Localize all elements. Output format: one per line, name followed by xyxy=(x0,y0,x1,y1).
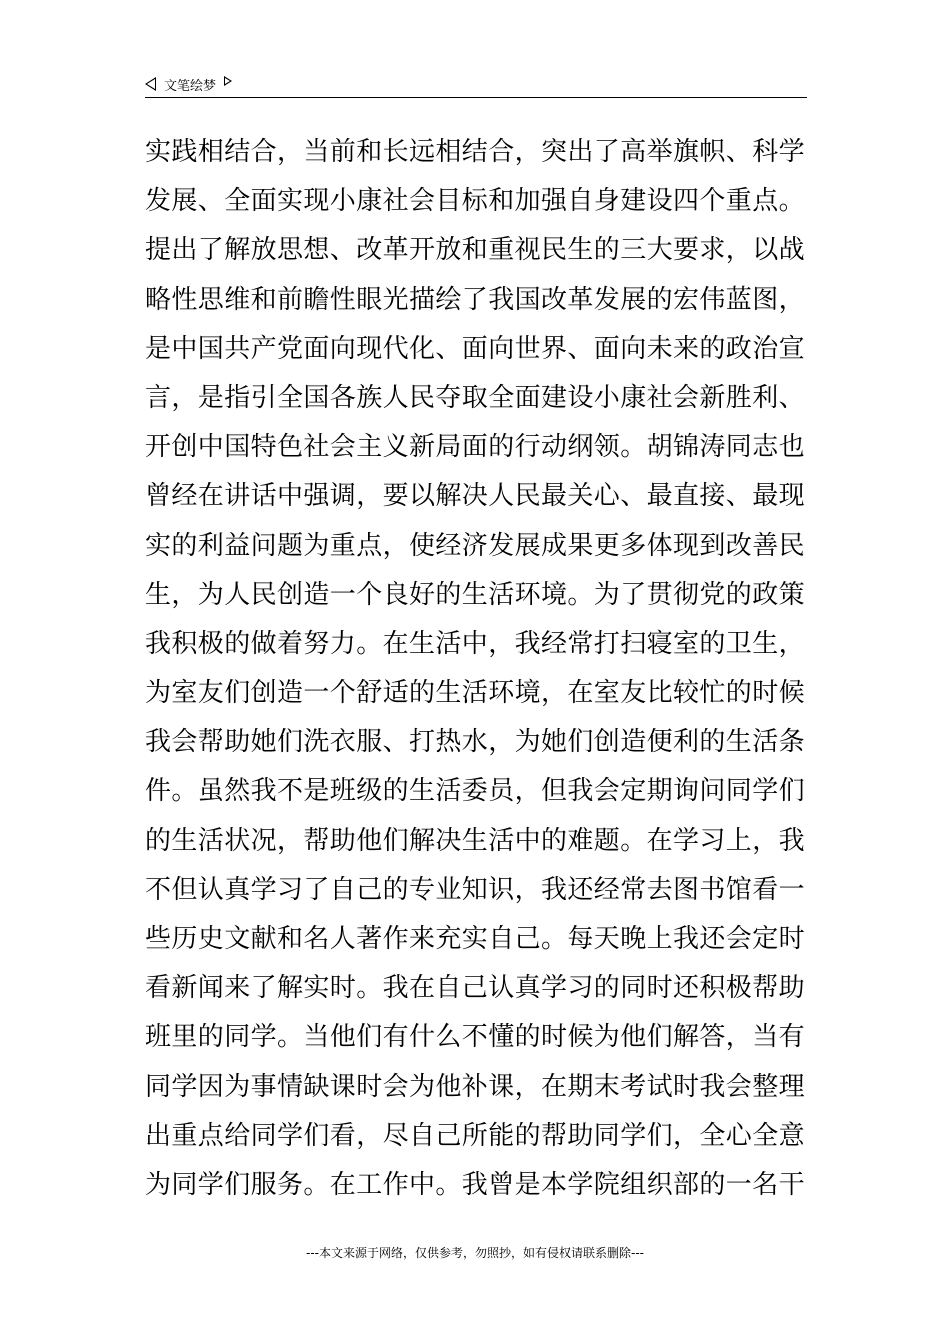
body-line: 生，为人民创造一个良好的生活环境。为了贯彻党的政策 xyxy=(145,579,806,610)
body-line: 我会帮助她们洗衣服、打热水，为她们创造便利的生活条 xyxy=(145,727,806,758)
body-line: 提出了解放思想、改革开放和重视民生的三大要求，以战 xyxy=(145,235,806,266)
body-line: 我积极的做着努力。在生活中，我经常打扫寝室的卫生， xyxy=(145,628,806,659)
body-line: 略性思维和前瞻性眼光描绘了我国改革发展的宏伟蓝图， xyxy=(145,284,806,315)
body-line: 班里的同学。当他们有什么不懂的时候为他们解答，当有 xyxy=(145,1022,806,1053)
body-line: 为同学们服务。在工作中。我曾是本学院组织部的一名干 xyxy=(145,1169,806,1200)
document-body xyxy=(145,128,810,1210)
body-line: 曾经在讲话中强调，要以解决人民最关心、最直接、最现 xyxy=(145,481,806,512)
triangle-left-icon xyxy=(145,77,156,91)
body-line: 发展、全面实现小康社会目标和加强自身建设四个重点。 xyxy=(145,186,806,217)
body-line: 实践相结合，当前和长远相结合，突出了高举旗帜、科学 xyxy=(145,137,806,167)
page-header xyxy=(145,74,232,94)
body-line: 件。虽然我不是班级的生活委员，但我会定期询问同学们 xyxy=(145,776,806,807)
body-line: 言，是指引全国各族人民夺取全面建设小康社会新胜利、 xyxy=(145,382,806,413)
footer-notice: ---本文来源于网络，仅供参考，勿照抄，如有侵权请联系删除--- xyxy=(306,1246,644,1260)
header-title: 文笔绘梦 xyxy=(164,78,217,94)
body-line: 同学因为事情缺课时会为他补课，在期末考试时我会整理 xyxy=(145,1071,806,1102)
triangle-right-icon xyxy=(224,76,232,86)
body-line: 些历史文献和名人著作来充实自己。每天晚上我还会定时 xyxy=(145,924,806,954)
header-rule xyxy=(145,97,807,98)
body-line: 是中国共产党面向现代化、面向世界、面向未来的政治宣 xyxy=(145,333,806,364)
body-line: 开创中国特色社会主义新局面的行动纲领。胡锦涛同志也 xyxy=(145,432,806,463)
body-line: 为室友们创造一个舒适的生活环境，在室友比较忙的时候 xyxy=(145,678,806,709)
body-line: 的生活状况，帮助他们解决生活中的难题。在学习上，我 xyxy=(145,825,806,856)
body-line: 看新闻来了解实时。我在自己认真学习的同时还积极帮助 xyxy=(145,973,806,1004)
body-line: 实的利益问题为重点，使经济发展成果更多体现到改善民 xyxy=(145,530,806,561)
body-line: 不但认真学习了自己的专业知识，我还经常去图书馆看一 xyxy=(145,874,806,905)
body-line: 出重点给同学们看，尽自己所能的帮助同学们，全心全意 xyxy=(145,1120,806,1151)
